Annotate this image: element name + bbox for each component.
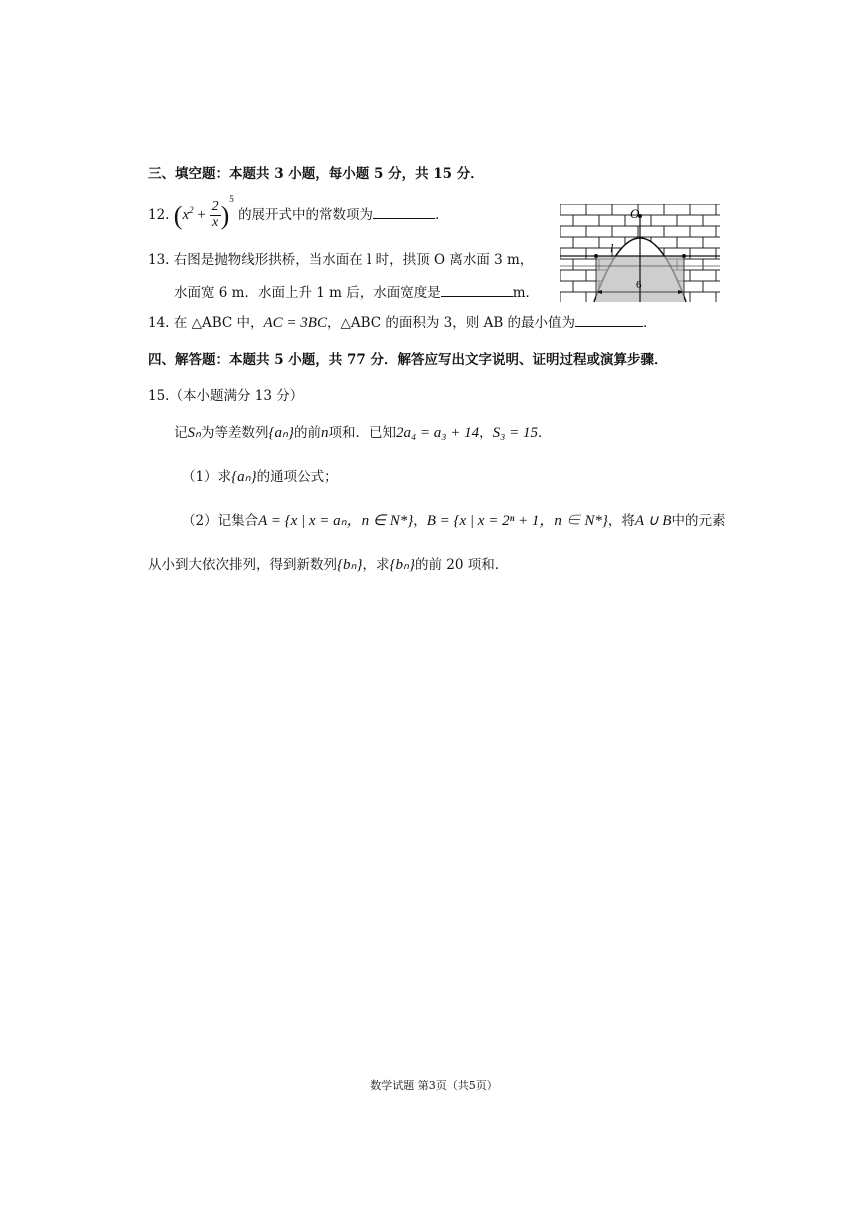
left-paren: (: [173, 201, 183, 230]
label-O: O: [630, 206, 640, 221]
question-15-number: 15.: [148, 388, 170, 404]
question-13-number: 13.: [148, 252, 170, 268]
question-15-part-2-line-2: 从小到大依次排列，得到新数列{bₙ}，求{bₙ}的前 20 项和．: [148, 557, 509, 573]
q12-outer-exponent: 5: [229, 193, 234, 204]
question-12-text: 的展开式中的常数项为: [238, 207, 374, 224]
answer-blank-13[interactable]: [441, 284, 513, 297]
section-3-heading: 三、填空题：本题共 3 小题，每小题 5 分，共 15 分．: [148, 166, 484, 182]
section-4-heading: 四、解答题：本题共 5 小题，共 77 分．解答应写出文字说明、证明过程或演算步骤．: [148, 352, 668, 368]
question-12: 12. ($x^2$ + $\frac{2}{x}$ )$^5$ 的展开式中的常数项为 ．: [148, 193, 449, 231]
answer-blank-12[interactable]: [373, 206, 435, 219]
right-paren: ): [220, 201, 230, 230]
answer-blank-14[interactable]: [575, 314, 643, 327]
question-15-stem: 记Sₙ为等差数列{aₙ}的前n项和．已知2a₄ = a₃ + 14，S₃ = 15．: [174, 425, 552, 441]
question-12-number: 12.: [148, 207, 170, 224]
question-15-header: [148, 388, 303, 404]
right-water-point: [682, 254, 686, 258]
question-15-part-1: （1）求{aₙ}的通项公式；: [182, 469, 338, 485]
question-15-score: （本小题满分 13 分）: [169, 388, 304, 404]
page-footer: 数学试题 第3页（共5页）: [370, 1079, 498, 1092]
question-13-line-1: 13. 右图是抛物线形拱桥，当水面在 l 时，拱顶 O 离水面 3 m，: [148, 252, 534, 268]
q12-base: $x^2$: [182, 205, 194, 224]
left-water-point: [594, 254, 598, 258]
question-13-line-2: 水面宽 6 m．水面上升 1 m 后，水面宽度是 m．: [174, 285, 540, 301]
q12-fraction: $\frac{2}{x}$: [211, 199, 219, 231]
question-14-number: 14.: [148, 315, 170, 331]
arch-bridge-figure: [560, 204, 720, 302]
label-l: l: [610, 241, 614, 255]
question-14: 14. 在 △ABC 中，AC = 3BC，△ABC 的面积为 3，则 AB 的最小值为 ．: [148, 315, 657, 331]
question-15-part-2-line-1: （2）记集合A = {x | x = aₙ，n ∈ N*}，B = {x | x = 2ⁿ + 1，n ∈ N*}，将A ∪ B中的元素: [182, 513, 726, 529]
label-width: 6: [636, 279, 642, 291]
